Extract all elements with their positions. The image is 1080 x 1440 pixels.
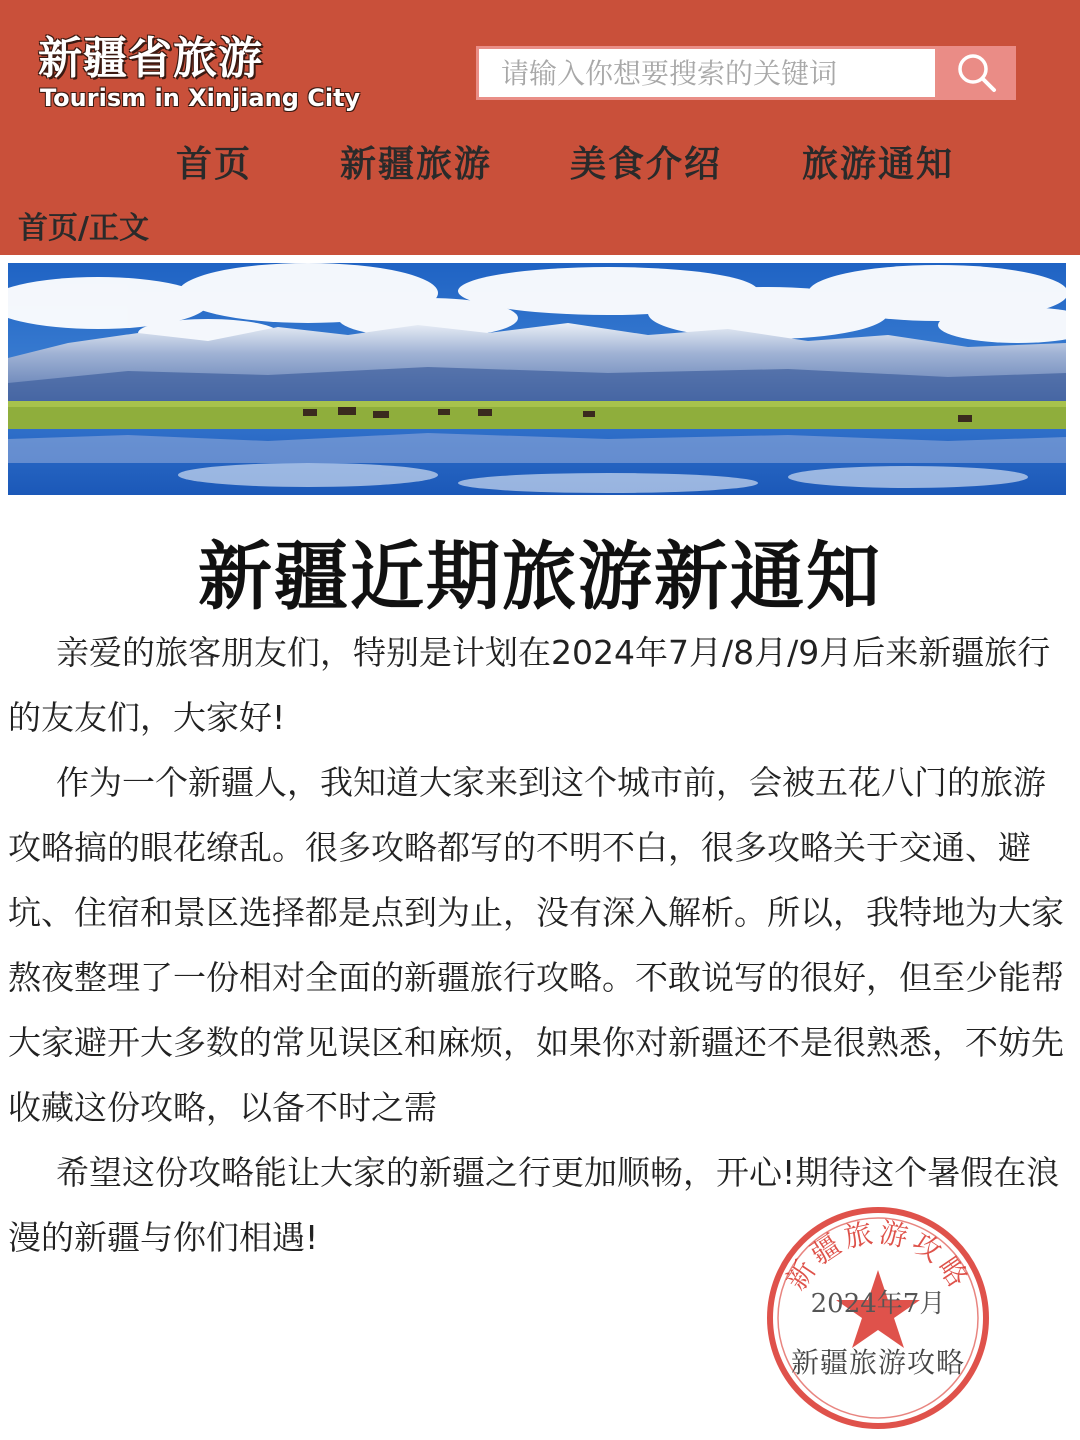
article-body <box>8 620 1068 1270</box>
nav-item-food[interactable]: 美食介绍 <box>570 144 723 185</box>
svg-text:新疆旅游攻略: 新疆旅游攻略 <box>779 1215 977 1297</box>
nav-item-xinjiang-tourism[interactable]: 新疆旅游 <box>340 144 493 185</box>
nav-item-home[interactable]: 首页 <box>176 144 253 185</box>
nav-item-notices[interactable]: 旅游通知 <box>802 144 955 185</box>
site-subtitle: Tourism in Xinjiang City <box>40 84 361 112</box>
breadcrumb[interactable]: 首页/正文 <box>18 211 149 246</box>
site-header <box>0 0 1080 255</box>
search-button[interactable] <box>938 46 1016 100</box>
main-nav <box>0 136 1080 186</box>
stamp-date: 2024年7月 <box>810 1289 946 1319</box>
article-paragraph: 作为一个新疆人，我知道大家来到这个城市前，会被五花八门的旅游攻略搞的眼花缭乱。很多攻略都写的不明不白，很多攻略关于交通、避坑、住宿和景区选择都是点到为止，没有深入解析。所以，我特地为大家熬夜整理了一份相对全面的新疆旅行攻略。不敢说写的很好，但至少能帮大家避开大多数的常见误区和麻烦，如果你对新疆还不是很熟悉，不妨先收藏这份攻略，以备不时之需 <box>8 763 1064 1127</box>
banner-image <box>8 263 1066 495</box>
article-paragraph: 亲爱的旅客朋友们，特别是计划在2024年7月/8月/9月后来新疆旅行的友友们，大家好! <box>8 633 1051 737</box>
site-title[interactable]: 新疆省旅游 <box>38 33 263 84</box>
stamp-bottom-text: 新疆旅游攻略 <box>790 1346 966 1379</box>
official-seal-stamp <box>760 1200 996 1436</box>
search-icon <box>955 51 999 95</box>
search-bar <box>476 46 1016 100</box>
search-input[interactable] <box>476 46 938 100</box>
article-paragraph: 希望这份攻略能让大家的新疆之行更加顺畅，开心!期待这个暑假在浪漫的新疆与你们相遇! <box>8 1153 1060 1257</box>
article-title: 新疆近期旅游新通知 <box>198 534 882 620</box>
